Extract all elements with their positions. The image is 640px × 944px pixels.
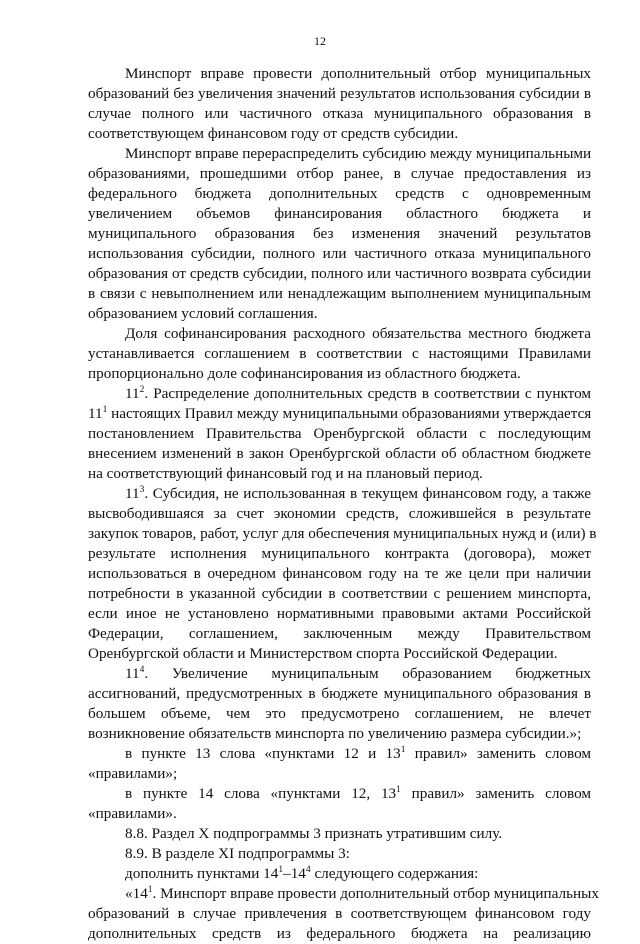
superscript: 2 <box>139 384 145 395</box>
text-line: 8.9. В разделе XI подпрограммы 3: <box>125 845 350 862</box>
text-line: увеличением объемов финансирования областного бюджета и <box>88 205 591 222</box>
text-line: Минспорт вправе провести дополнительный отбор муниципальных <box>125 65 591 82</box>
text-line: возникновение обязательств минспорта по увеличению размера субсидии.»; <box>88 725 582 742</box>
superscript: 1 <box>400 744 406 755</box>
text-line: «$14^1$. Минспорт вправе провести дополнительный отбор муниципальных <box>125 884 599 902</box>
text-line: устанавливается соглашением в соответствии с настоящими Правилами <box>88 345 591 362</box>
text-line: дополнить пунктами $14^1-14^4$ следующего содержания: <box>125 864 479 882</box>
text-line: Федерации, соглашением, заключенным между Правительством <box>88 625 591 642</box>
superscript: 1 <box>396 784 401 795</box>
text-line: $11^2$. Распределение дополнительных средств в соответствии с пунктом <box>125 384 591 402</box>
text-line: постановлением Правительства Оренбургской области с последующим <box>88 425 591 442</box>
text-line: образования от средств субсидии, полного или частичного возврата субсидии <box>88 265 591 282</box>
text-line: в пункте 13 слова «пунктами 12 и $13^1$ правил» заменить словом <box>125 744 591 762</box>
text-line: случае полного или частичного отказа муниципального образования в <box>88 105 591 122</box>
text-line: образований в случае привлечения в соответствующем финансовом году <box>88 905 591 922</box>
text-line: высвободившаяся за счет экономии средств, сложившейся в результате <box>88 505 591 522</box>
text-line: большем объеме, чем это предусмотрено соглашением, не влечет <box>88 705 591 722</box>
text-line: 8.8. Раздел X подпрограммы 3 признать утратившим силу. <box>125 825 503 842</box>
superscript: 4 <box>305 864 311 875</box>
text-line: Минспорт вправе перераспределить субсидию между муниципальными <box>125 145 592 162</box>
superscript: 1 <box>278 864 284 875</box>
text-line: муниципального образования без изменения значений результатов <box>88 225 591 242</box>
text-line: дополнительных средств из федерального бюджета на реализацию <box>88 925 591 942</box>
text-line: образований без увеличения значений результатов использования субсидии в <box>88 85 591 102</box>
text-line: использоваться в очередном финансовом году на те же цели при наличии <box>88 565 591 582</box>
text-line: соответствующем финансовом году от средств субсидии. <box>88 125 459 142</box>
text-line: «правилами». <box>88 805 177 822</box>
text-line: $11^4$. Увеличение муниципальным образованием бюджетных <box>125 664 591 682</box>
text-line: результате исполнения муниципального контракта (договора), может <box>88 545 591 562</box>
text-line: Доля софинансирования расходного обязательства местного бюджета <box>125 325 591 342</box>
text-line: пропорционально доле софинансирования из областного бюджета. <box>88 365 521 382</box>
text-line: на соответствующий финансовый год и на плановый период. <box>88 465 483 482</box>
text-line: $11^3$. Субсидия, не использованная в текущем финансовом году, а также <box>125 484 591 502</box>
text-line: «правилами»; <box>88 765 178 782</box>
text-line: использования субсидии, полного или частичного отказа муниципального <box>88 245 591 262</box>
text-line: закупок товаров, работ, услуг для обеспечения муниципальных нужд и (или) в <box>88 525 597 542</box>
text-line: потребности в указанной субсидии в соответствии с решением минспорта, <box>88 585 591 602</box>
superscript: 4 <box>139 664 145 675</box>
text-line: ассигнований, предусмотренных в бюджете муниципального образования в <box>88 685 591 702</box>
page-number: 12 <box>314 34 326 48</box>
text-line: образованиями, прошедшими отбор ранее, в случае предоставления из <box>88 165 591 182</box>
text-line: $11^1$ настоящих Правил между муниципальными образованиями утверждается <box>88 404 592 422</box>
text-line: если иное не установлено нормативными правовыми актами Российской <box>88 605 591 622</box>
text-line: в связи с невыполнением или ненадлежащим выполнением муниципальным <box>88 285 591 302</box>
superscript: 3 <box>139 484 145 495</box>
text-line: внесением изменений в закон Оренбургской области об областном бюджете <box>88 445 591 462</box>
text-line: образованием условий соглашения. <box>88 305 318 322</box>
superscript: 1 <box>102 404 108 415</box>
text-line: Оренбургской области и Министерством спорта Российской Федерации. <box>88 645 558 662</box>
text-line: в пункте 14 слова «пунктами 12, $13^1$ правил» заменить словом <box>125 784 591 802</box>
text-line: федерального бюджета дополнительных средств с одновременным <box>88 185 591 202</box>
superscript: 1 <box>147 884 153 895</box>
